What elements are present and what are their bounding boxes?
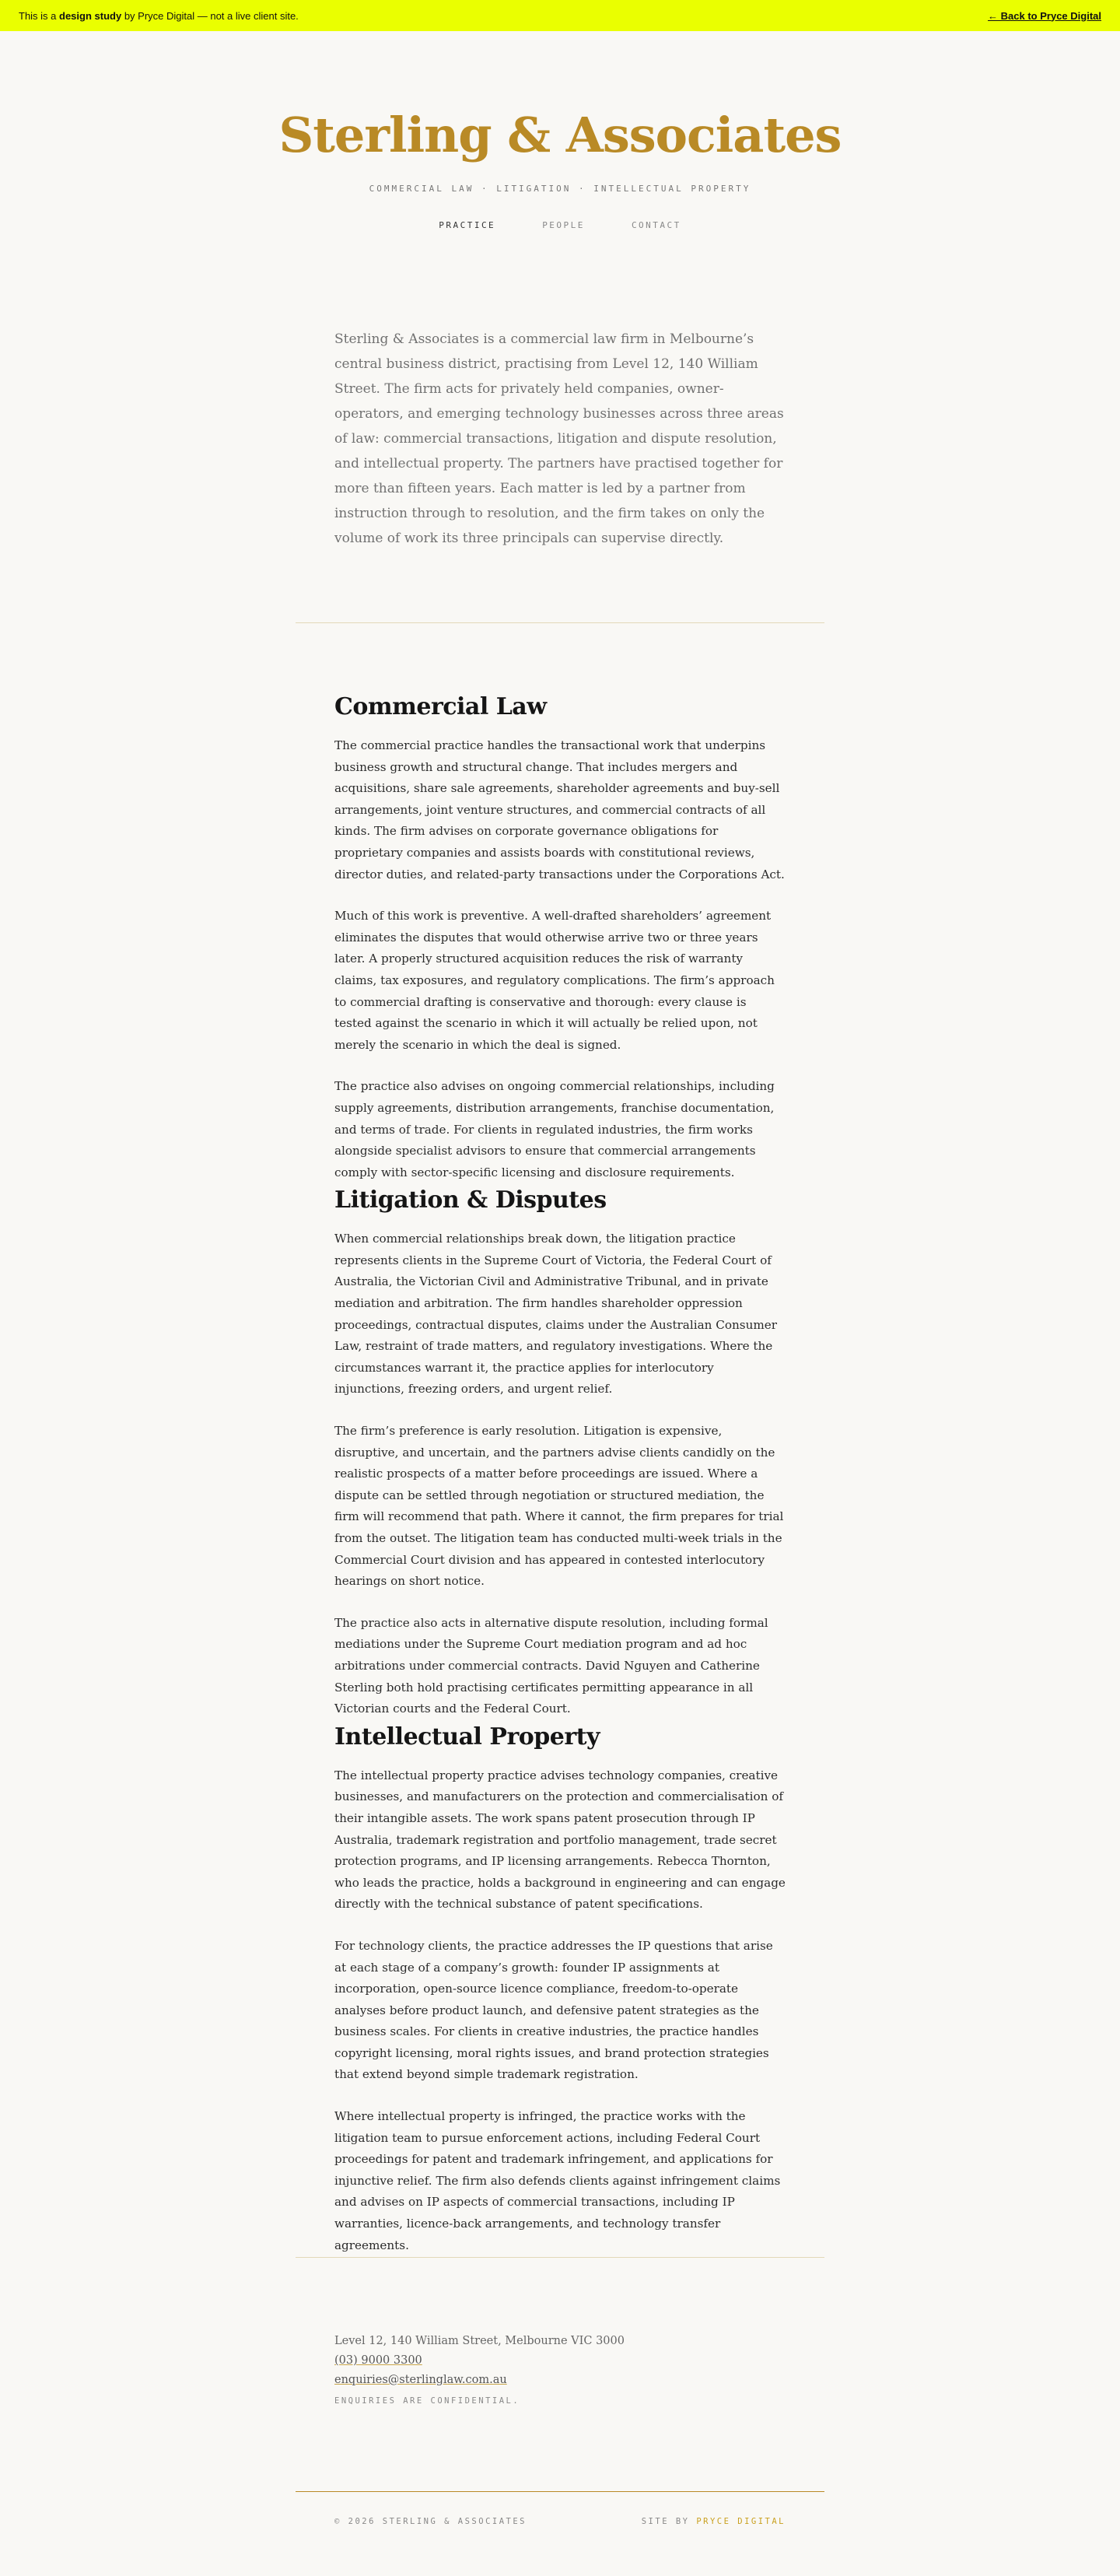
nav-practice[interactable]: PRACTICE xyxy=(439,220,496,231)
section-paragraph: The intellectual property practice advises technology companies, creative businesses, and manufacturers on the protection and commercialisation of their intangible assets. The work spans patent prosecution through IP Australia, trademark registration and portfolio management, trade secret protection programs, and IP licensing arrangements. Rebecca Thornton, who leads the practice, holds a background in engineering and can engage directly with the technical substance of patent specifications. xyxy=(334,1768,786,1912)
confidential-note: ENQUIRIES ARE CONFIDENTIAL. xyxy=(334,2396,520,2406)
section-paragraph: Where intellectual property is infringed, the practice works with the litigation team to pursue enforcement actions, including Federal Court proceedings for patent and trademark infringement, and applications for injunctive relief. The firm also defends clients against infringement claims and advises on IP aspects of commercial transactions, including IP warranties, licence-back arrangements, and technology transfer agreements. xyxy=(334,2109,781,2252)
section-paragraph: The commercial practice handles the transactional work that underpins business growth and structural change. That includes mergers and acquisitions, share sale agreements, shareholder agreements and buy-sell arrangements, joint venture structures, and commercial contracts of all kinds. The firm advises on corporate governance obligations for proprietary companies and assists boards with constitutional reviews, director duties, and related-party transactions under the Corporations Act. xyxy=(334,738,785,881)
email-link[interactable]: enquiries@sterlinglaw.com.au xyxy=(334,2374,507,2386)
site-credit xyxy=(642,2517,786,2576)
section-heading: Commercial Law xyxy=(334,693,547,720)
section-paragraph: For technology clients, the practice addresses the IP questions that arise at each stage of a company’s growth: founder IP assignments at incorporation, open-source licence compliance, freedom-to-operate analyses before product launch, and defensive patent strategies as the business scales. For clients in creative industries, the practice handles copyright licensing, moral rights issues, and brand protection strategies that extend beyond simple trademark registration. xyxy=(334,1938,773,2082)
site-header xyxy=(0,31,1120,272)
address: Level 12, 140 William Street, Melbourne VIC 3000 xyxy=(334,2335,625,2347)
back-to-pryce-link[interactable]: ← Back to Pryce Digital xyxy=(988,9,1101,22)
section-intellectual-property xyxy=(334,1723,786,2256)
nav-contact[interactable]: CONTACT xyxy=(631,220,681,231)
section-paragraph: Much of this work is preventive. A well-drafted shareholders’ agreement eliminates the disputes that would otherwise arrive two or three years later. A properly structured acquisition reduces the risk of warranty claims, tax exposures, and regulatory complications. The firm’s approach to commercial drafting is conservative and thorough: every clause is tested against the scenario in which it will actually be relied upon, not merely the scenario in which the deal is signed. xyxy=(334,909,775,1052)
main-nav xyxy=(0,220,1120,230)
copyright: © 2026 STERLING & ASSOCIATES xyxy=(334,2517,527,2526)
section-paragraph: The practice also advises on ongoing commercial relationships, including supply agreements, distribution arrangements, franchise documentation, and terms of trade. For clients in regulated industries, the firm works alongside specialist advisors to ensure that commercial arrangements comply with sector-specific licensing and disclosure requirements. xyxy=(334,1079,775,1179)
section-paragraph: The practice also acts in alternative dispute resolution, including formal mediations under the Supreme Court mediation program and ad hoc arbitrations under commercial contracts. David Nguyen and Catherine Sterling both hold practising certificates permitting appearance in all Victorian courts and the Federal Court. xyxy=(334,1615,768,1716)
pryce-digital-link[interactable]: PRYCE DIGITAL xyxy=(696,2517,786,2526)
banner-text xyxy=(19,10,299,22)
tagline: COMMERCIAL LAW · LITIGATION · INTELLECTUAL PROPERTY xyxy=(369,184,751,195)
section-litigation-disputes xyxy=(334,1186,786,1719)
practice-areas xyxy=(334,623,786,2257)
banner-prefix: This is a xyxy=(19,9,60,22)
banner-suffix: by Pryce Digital — not a live client site. xyxy=(121,9,299,22)
design-study-banner xyxy=(0,0,1120,31)
section-commercial-law xyxy=(334,693,786,1183)
nav-people[interactable]: PEOPLE xyxy=(542,220,585,231)
section-paragraph: When commercial relationships break down, the litigation practice represents clients in the Supreme Court of Victoria, the Federal Court of Australia, the Victorian Civil and Administrative Tribunal, and in private mediation and arbitration. The firm handles shareholder oppression proceedings, contractual disputes, claims under the Australian Consumer Law, restraint of trade matters, and regulatory investigations. Where the circumstances warrant it, the practice applies for interlocutory injunctions, freezing orders, and urgent relief. xyxy=(334,1232,778,1397)
section-heading: Intellectual Property xyxy=(334,1723,600,1751)
site-by-prefix: SITE BY xyxy=(641,2517,697,2526)
intro-paragraph: Sterling & Associates is a commercial law firm in Melbourne’s central business district, practising from Level 12, 140 William Street. The firm acts for privately held companies, owner-operators, and emerging technology businesses across three areas of law: commercial transactions, litigation and dispute resolution, and intellectual property. The partners have practised together for more than fifteen years. Each matter is led by a partner from instruction through to resolution, and the firm takes on only the volume of work its three principals can supervise directly. xyxy=(334,331,784,546)
site-footer xyxy=(334,2492,786,2576)
firm-title: Sterling & Associates xyxy=(278,107,842,163)
section-paragraph: The firm’s preference is early resolution. Litigation is expensive, disruptive, and uncertain, and the partners advise clients candidly on the realistic prospects of a matter before proceedings are issued. Where a dispute can be settled through negotiation or structured mediation, the firm will recommend that path. Where it cannot, the firm prepares for trial from the outset. The litigation team has conducted multi-week trials in the Commercial Court division and has appeared in contested interlocutory hearings on short notice. xyxy=(334,1424,784,1589)
contact-block xyxy=(334,2258,786,2491)
banner-bold: design study xyxy=(59,9,122,22)
section-heading: Litigation & Disputes xyxy=(334,1186,607,1214)
phone-link[interactable]: (03) 9000 3300 xyxy=(334,2354,422,2367)
